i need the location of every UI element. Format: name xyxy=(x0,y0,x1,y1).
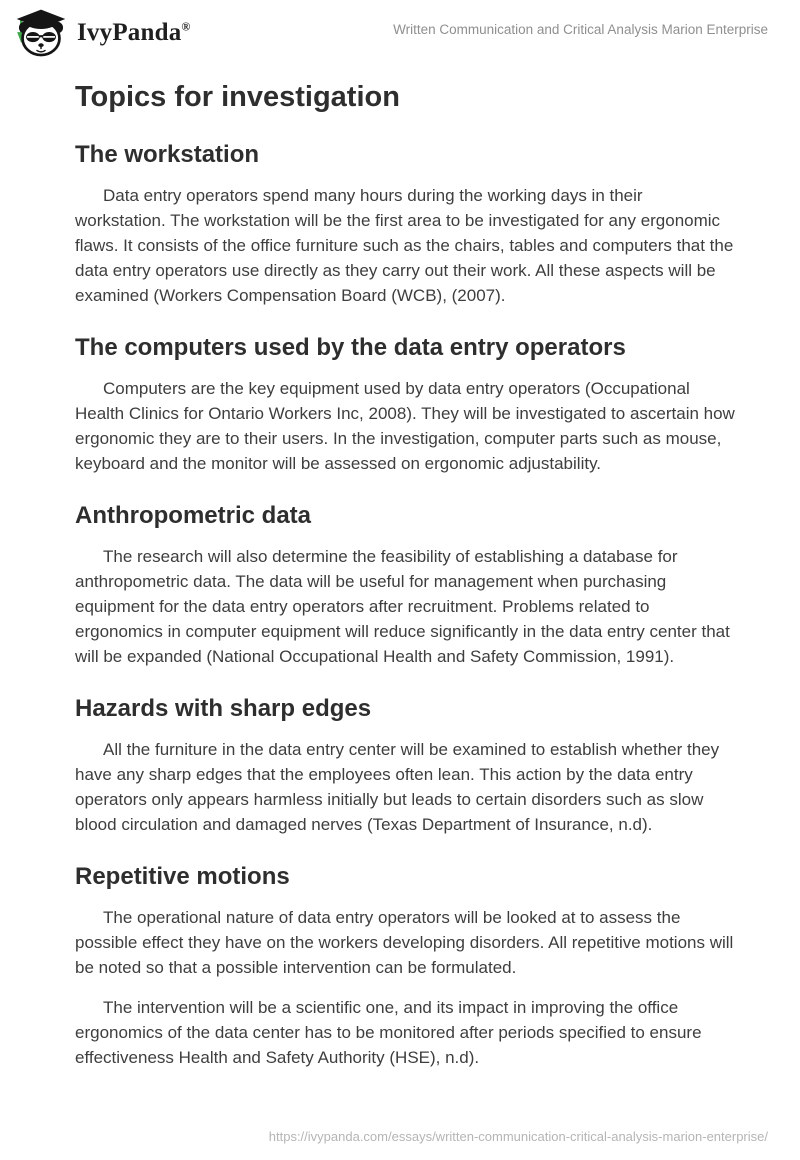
paragraph: All the furniture in the data entry center will be examined to establish whether they have any sharp edges that the employees often lean. This action by the data entry operators only appears harmless initially but leads to certain disorders such as slow blood circulation and damaged nerves (Texas Department of Insurance, n.d). xyxy=(75,740,720,834)
document-section xyxy=(75,862,735,1070)
registered-trademark-mark: ® xyxy=(181,19,191,34)
page-footer xyxy=(269,1128,768,1146)
section-heading: The workstation xyxy=(75,141,260,168)
page-header xyxy=(14,8,768,64)
panda-graduation-cap-icon xyxy=(14,8,68,58)
document-title: Written Communication and Critical Analysis Marion Enterprise xyxy=(393,22,768,37)
section-paragraphs xyxy=(75,376,735,476)
paragraph: Computers are the key equipment used by data entry operators (Occupational Health Clinics for Ontario Workers Inc, 2008). They will be investigated to ascertain how ergonomic they are to their users. In the investigation, computer parts such as mouse, keyboard and the monitor will be assessed on ergonomic adjustability. xyxy=(75,379,735,473)
brand-name: IvyPanda® xyxy=(77,19,191,46)
content-sections xyxy=(75,140,735,1070)
section-paragraphs xyxy=(75,737,735,837)
section-heading: The computers used by the data entry operators xyxy=(75,334,626,361)
section-paragraphs xyxy=(75,183,735,308)
section-paragraphs xyxy=(75,905,735,1070)
document-section xyxy=(75,694,735,837)
source-url: https://ivypanda.com/essays/written-communication-critical-analysis-marion-enterprise/ xyxy=(268,1129,768,1144)
paragraph: The research will also determine the feasibility of establishing a database for anthropometric data. The data will be useful for management when purchasing equipment for the data entry operators after recruitment. Problems related to ergonomics in computer equipment will reduce significantly in the data entry center that will be expanded (National Occupational Health and Safety Commission, 1991). xyxy=(75,547,730,666)
document-section xyxy=(75,140,735,308)
section-paragraphs xyxy=(75,544,735,669)
paragraph: The operational nature of data entry operators will be looked at to assess the possible effect they have on the workers developing disorders. All repetitive motions will be noted so that a possible intervention can be formulated. xyxy=(75,908,734,977)
document-section xyxy=(75,333,735,476)
document-section xyxy=(75,501,735,669)
paragraph: The intervention will be a scientific one, and its impact in improving the office ergonomics of the data center has to be monitored after periods specified to ensure effectiveness Health and Safety Authority (HSE), n.d). xyxy=(75,998,702,1067)
paragraph: Data entry operators spend many hours during the working days in their workstation. The workstation will be the first area to be investigated for any ergonomic flaws. It consists of the office furniture such as the chairs, tables and computers that the data entry operators use directly as they carry out their work. All these aspects will be examined (Workers Compensation Board (WCB), (2007). xyxy=(75,186,734,305)
section-heading: Repetitive motions xyxy=(75,863,290,890)
section-heading: Anthropometric data xyxy=(75,502,312,529)
page-title: Topics for investigation xyxy=(75,81,400,113)
brand xyxy=(14,8,191,58)
section-heading: Hazards with sharp edges xyxy=(75,695,372,722)
